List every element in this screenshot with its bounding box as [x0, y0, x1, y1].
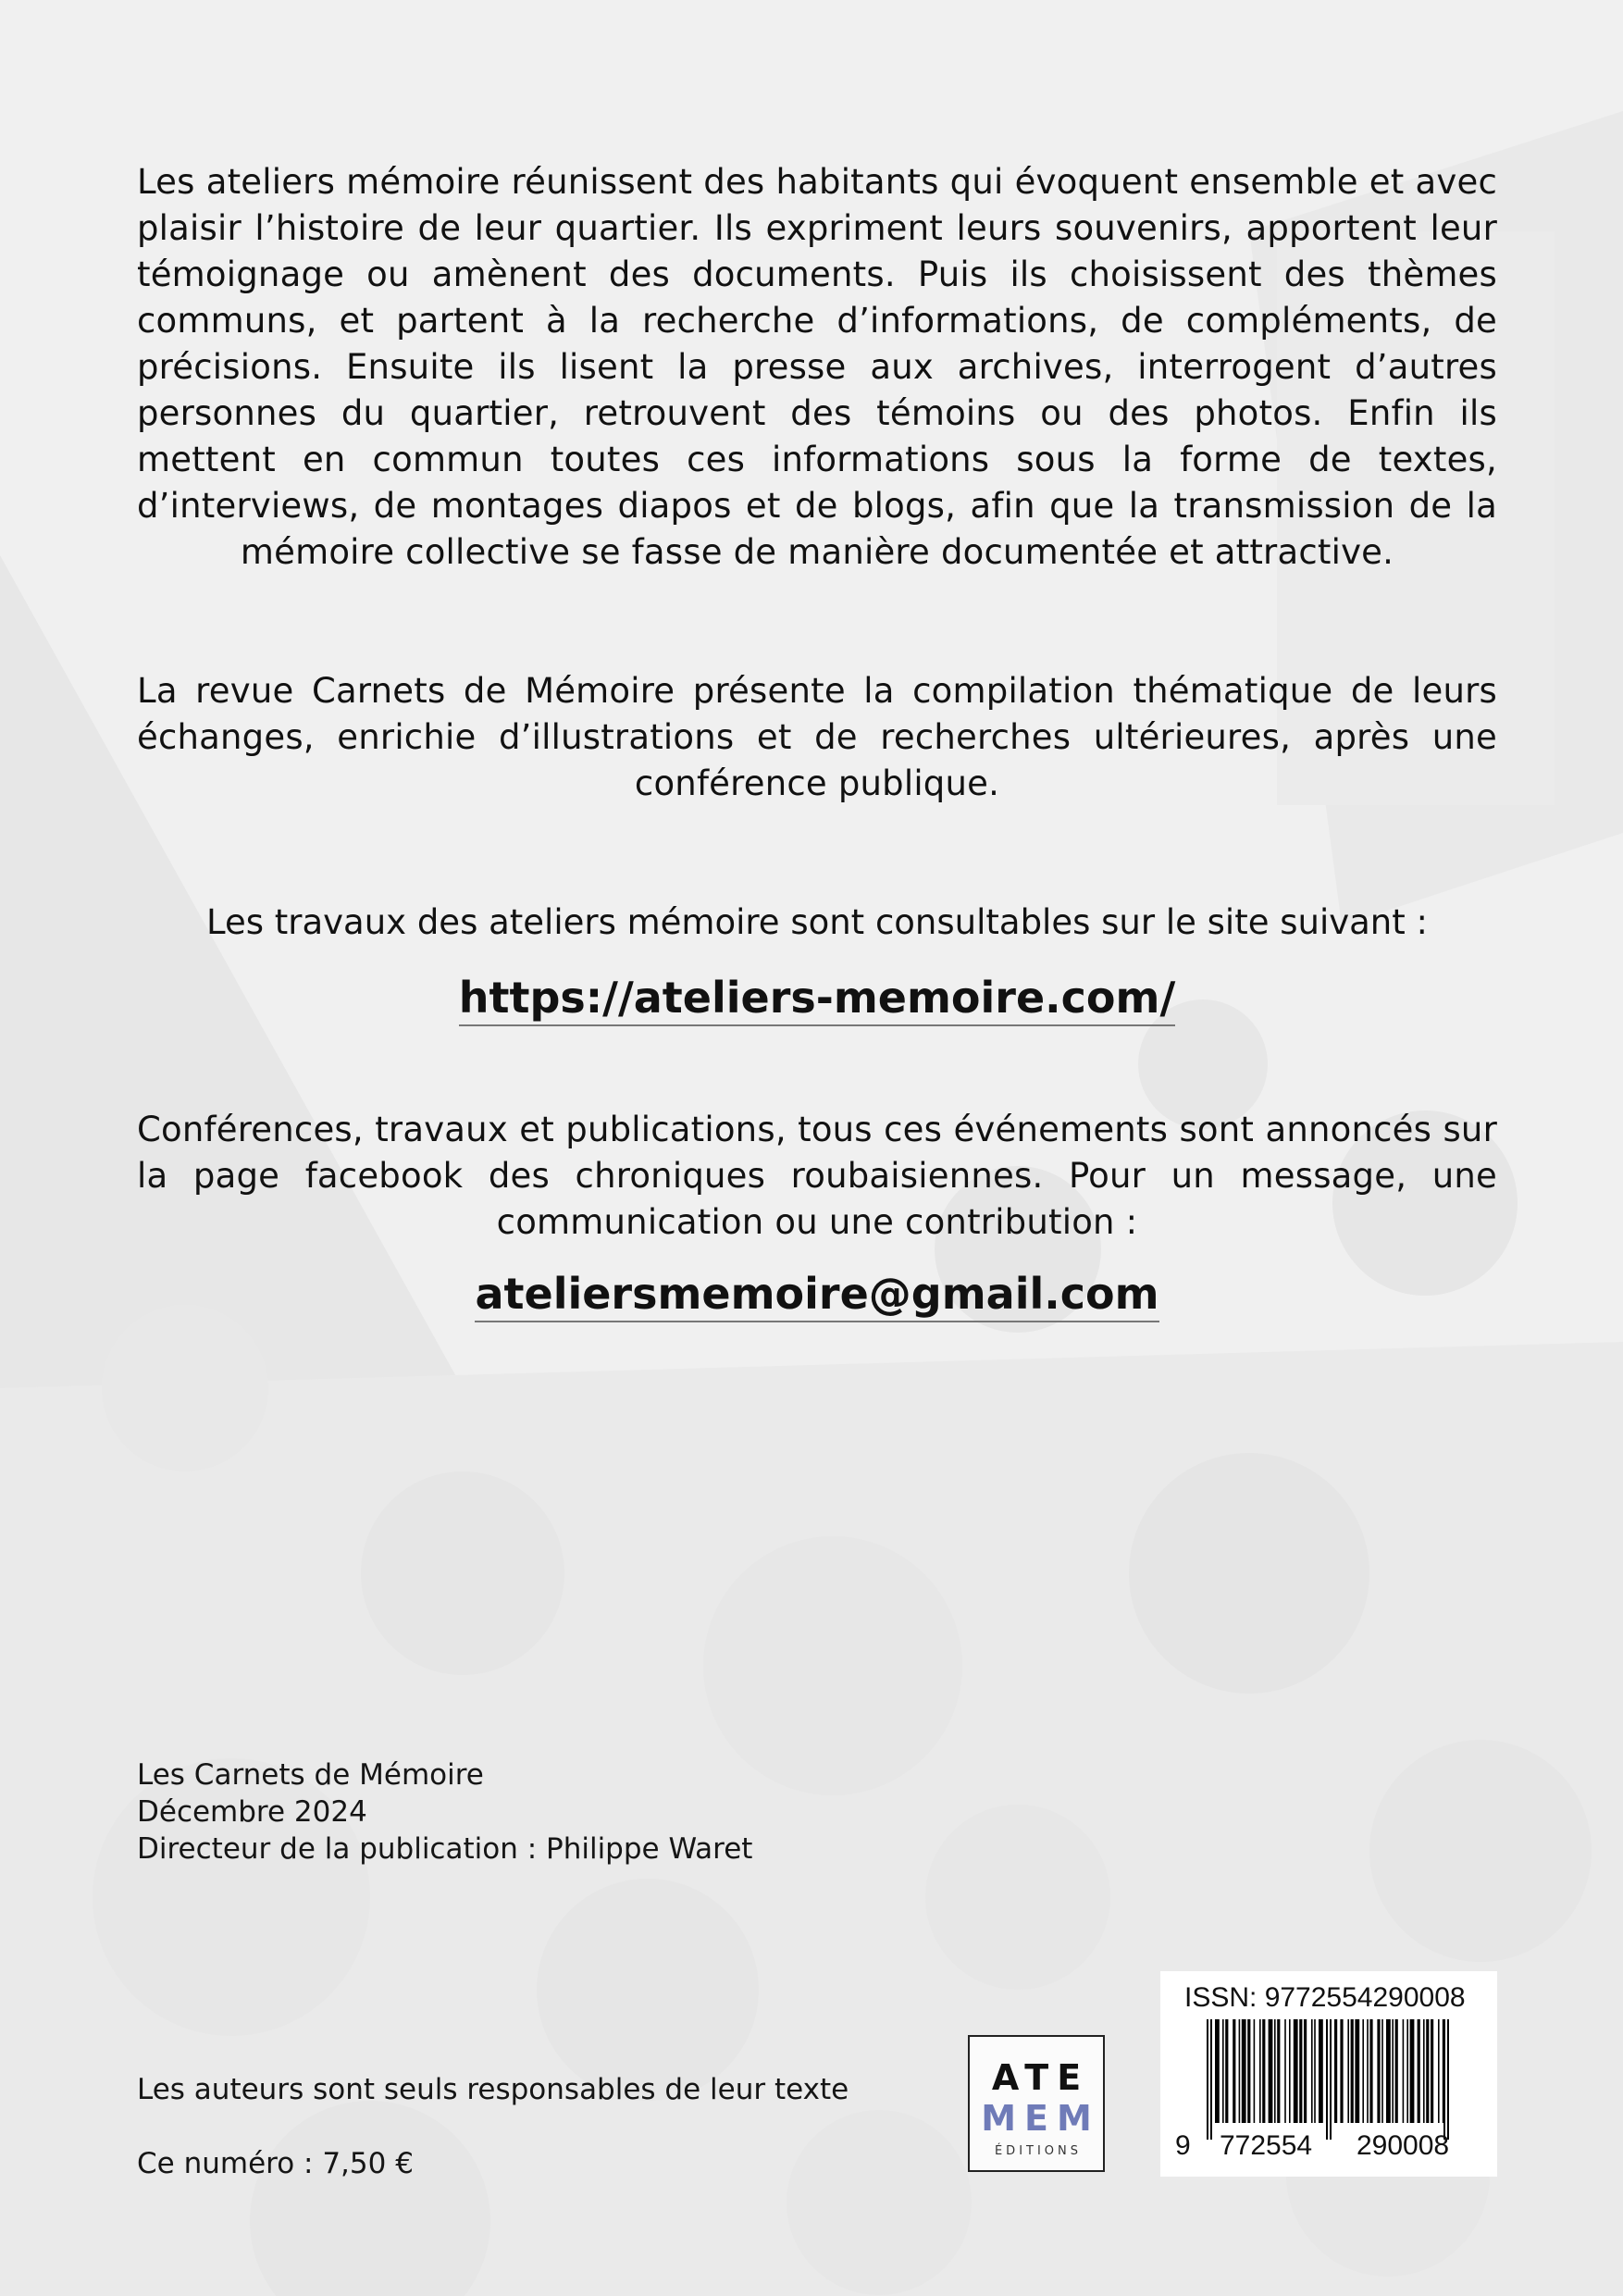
- barcode-bar: [1225, 2019, 1228, 2123]
- barcode-bar: [1277, 2019, 1280, 2123]
- logo-line-ate: ATE: [991, 2057, 1090, 2098]
- barcode-bar: [1233, 2019, 1235, 2123]
- barcode-bar: [1423, 2019, 1425, 2123]
- barcode-bar: [1330, 2019, 1332, 2140]
- barcode-bar: [1367, 2019, 1369, 2123]
- email-link-wrapper: [137, 1266, 1497, 1322]
- logo-line-editions: ÉDITIONS: [994, 2144, 1083, 2158]
- barcode-bar: [1351, 2019, 1354, 2123]
- barcode-bar: [1289, 2019, 1291, 2123]
- barcode-digits-right: 290008: [1357, 2130, 1450, 2161]
- barcode-bar: [1395, 2019, 1398, 2123]
- barcode-bar: [1247, 2019, 1250, 2123]
- barcode-bar: [1403, 2019, 1405, 2123]
- barcode-bar: [1239, 2019, 1241, 2123]
- barcode-digits-left: 772554: [1220, 2130, 1313, 2161]
- publication-title: Les Carnets de Mémoire: [137, 1758, 484, 1792]
- issue-price: Ce numéro : 7,50 €: [137, 2147, 414, 2180]
- barcode-bar: [1294, 2019, 1298, 2123]
- publication-director: Directeur de la publication : Philippe Waret: [137, 1832, 753, 1866]
- barcode-bar: [1319, 2019, 1323, 2123]
- barcode-bar: [1377, 2019, 1380, 2123]
- barcode-bar: [1207, 2019, 1208, 2140]
- email-link[interactable]: ateliersmemoire@gmail.com: [475, 1269, 1158, 1322]
- barcode-bar: [1314, 2019, 1316, 2123]
- issn-label: ISSN: 9772554290008: [1184, 1982, 1466, 2013]
- barcode-bar: [1210, 2019, 1212, 2140]
- barcode-bars: [1160, 2019, 1497, 2140]
- site-url-link-wrapper: [137, 970, 1497, 1025]
- barcode-bar: [1259, 2019, 1261, 2123]
- publication-date: Décembre 2024: [137, 1795, 367, 1829]
- barcode-digit-first: 9: [1175, 2130, 1191, 2161]
- barcode-block: [1160, 1971, 1497, 2177]
- barcode-bar: [1340, 2019, 1343, 2123]
- barcode-digits: [1160, 2130, 1497, 2167]
- barcode-bar: [1438, 2019, 1440, 2123]
- barcode-bar: [1443, 2019, 1445, 2140]
- logo-line-mem: MEM: [981, 2098, 1100, 2139]
- barcode-bar: [1326, 2019, 1328, 2140]
- barcode-bar: [1406, 2019, 1408, 2123]
- atemem-logo: [968, 2035, 1105, 2172]
- authors-note: Les auteurs sont seuls responsables de leur texte: [137, 2073, 849, 2106]
- barcode-bar: [1284, 2019, 1286, 2123]
- barcode-bar: [1242, 2019, 1246, 2123]
- barcode-bar: [1431, 2019, 1433, 2123]
- barcode-bar: [1222, 2019, 1224, 2123]
- barcode-bar: [1269, 2019, 1273, 2123]
- revue-paragraph: La revue Carnets de Mémoire présente la compilation thématique de leurs échanges, enrichie d’illustrations et de recherches ultérieures, après une conférence publique.: [137, 671, 1497, 803]
- barcode-bar: [1426, 2019, 1429, 2123]
- barcode-bar: [1274, 2019, 1276, 2123]
- site-url-link[interactable]: https://ateliers-memoire.com/: [459, 973, 1176, 1026]
- barcode-bar: [1304, 2019, 1307, 2123]
- barcode-bar: [1355, 2019, 1359, 2123]
- site-intro-text: Les travaux des ateliers mémoire sont consultables sur le site suivant :: [205, 902, 1428, 942]
- barcode-bar: [1392, 2019, 1394, 2123]
- barcode-bar: [1254, 2019, 1256, 2123]
- barcode-bar: [1369, 2019, 1372, 2123]
- barcode-bar: [1347, 2019, 1349, 2123]
- barcode-bar: [1381, 2019, 1383, 2123]
- barcode-bar: [1418, 2019, 1420, 2123]
- barcode-bar: [1362, 2019, 1364, 2123]
- barcode-bar: [1334, 2019, 1337, 2123]
- barcode-bar: [1215, 2019, 1220, 2123]
- barcode-bar: [1447, 2019, 1449, 2140]
- barcode-bar: [1386, 2019, 1391, 2123]
- barcode-bar: [1410, 2019, 1415, 2123]
- events-paragraph: Conférences, travaux et publications, tous ces événements sont annoncés sur la page facebook des chroniques roubaisiennes. Pour un message, une communication ou une contribution :: [137, 1110, 1497, 1242]
- barcode-bar: [1299, 2019, 1302, 2123]
- barcode-bar: [1262, 2019, 1265, 2123]
- barcode-bar: [1311, 2019, 1313, 2123]
- intro-paragraph: Les ateliers mémoire réunissent des habitants qui évoquent ensemble et avec plaisir l’histoire de leur quartier. Ils expriment leurs souvenirs, apportent leur témoignage ou amènent des documents. Puis ils choisissent des thèmes communs, et partent à la recherche d’informations, de compléments, de précisions. Ensuite ils lisent la presse aux archives, interrogent d’autres personnes du quartier, retrouvent des témoins ou des photos. Enfin ils mettent en commun toutes ces informations sous la forme de textes, d’interviews, de montages diapos et de blogs, afin que la transmission de la mémoire collective se fasse de manière documentée et attractive.: [137, 162, 1497, 572]
